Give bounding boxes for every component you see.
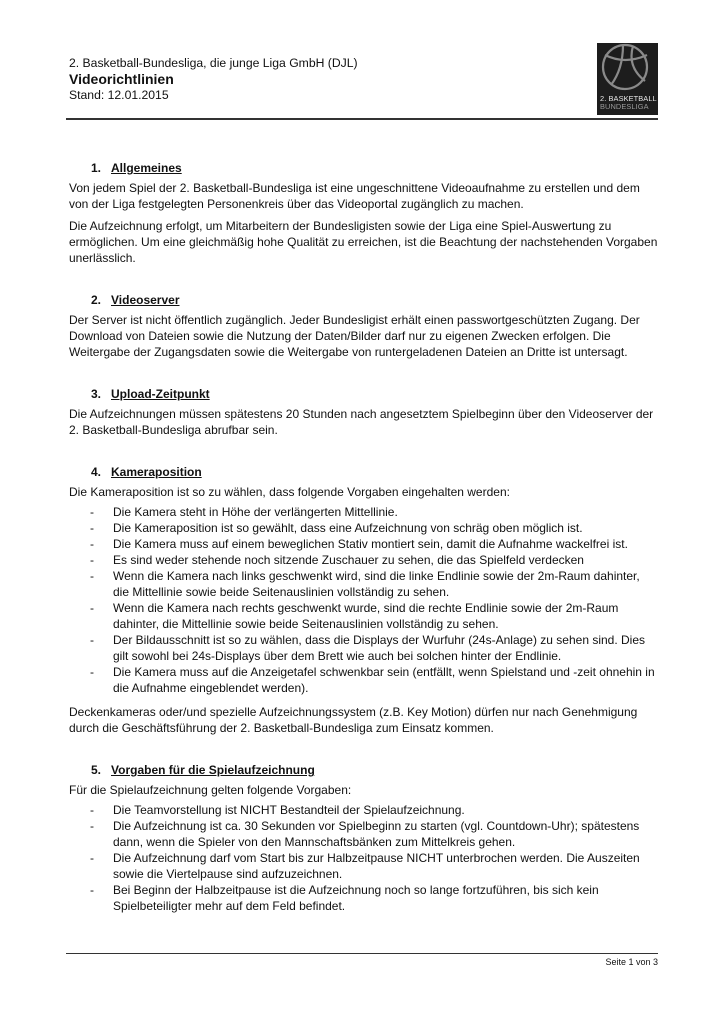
list-item [69,520,658,536]
section-upload-zeitpunkt [69,386,658,438]
list-item-text: Die Kameraposition ist so gewählt, dass eine Aufzeichnung von schräg oben möglich ist. [113,521,583,535]
section-kameraposition [69,464,658,736]
list-item [69,568,658,600]
list-item [69,850,658,882]
list-item [69,536,658,552]
paragraph: Der Server ist nicht öffentlich zugänglich. Jeder Bundesligist erhält einen passwortgeschützten Zugang. Der Download von Dateien sowie die Nutzung der Daten/Bilder darf nur zu eigenen Zwecken erfolgen. Die Weitergabe der Zugangsdaten sowie die Weitergabe von runtergeladenen Dateien an Dritte ist untersagt. [69,313,640,359]
list-item-text: Die Aufzeichnung darf vom Start bis zur Halbzeitpause NICHT unterbrochen werden. Die Auszeiten sowie die Viertelpause sind aufzuzeichnen. [113,851,640,881]
document-body [69,160,658,922]
list-item-text: Die Teamvorstellung ist NICHT Bestandteil der Spielaufzeichnung. [113,803,465,817]
section-title: Videoserver [111,293,180,307]
list-item-text: Die Kamera muss auf einem beweglichen Stativ montiert sein, damit die Aufnahme wackelfrei ist. [113,537,628,551]
section-videoserver [69,292,658,360]
list-item [69,600,658,632]
section-title: Allgemeines [111,161,182,175]
section-number: 3. [91,387,102,401]
list-item-text: Die Aufzeichnung ist ca. 30 Sekunden vor Spielbeginn zu starten (vgl. Countdown-Uhr); spätestens dann, wenn die Spieler von den Mannschaftsbänken zum Mittelkreis gehen. [113,819,640,849]
paragraph: Die Aufzeichnung erfolgt, um Mitarbeitern der Bundesligisten sowie der Liga eine Spiel-Auswertung zu ermöglichen. Um eine gleichmäßig hohe Qualität zu erreichen, ist die Beachtung der nachstehenden Vorgaben unerlässlich. [69,219,658,265]
paragraph: Von jedem Spiel der 2. Basketball-Bundesliga ist eine ungeschnittene Videoaufnahme zu erstellen und dem von der Liga festgelegten Personenkreis über das Videoportal zugänglich zu machen. [69,181,640,211]
section-heading [91,762,658,778]
paragraph: Die Kameraposition ist so zu wählen, dass folgende Vorgaben eingehalten werden: [69,485,510,499]
list-item [69,664,658,696]
section-title: Vorgaben für die Spielaufzeichnung [111,763,315,777]
list-dash: - [90,537,94,551]
section-number: 1. [91,161,102,175]
list-item-text: Wenn die Kamera nach rechts geschwenkt wurde, sind die rechte Endlinie sowie der 2m-Raum dahinter, die Mittellinie sowie beide Seitenauslinien vollständig zu sehen. [113,601,619,631]
list-dash: - [90,521,94,535]
list-dash: - [90,665,94,679]
list-dash: - [90,569,94,583]
section-heading [91,464,658,480]
section-title: Kameraposition [111,465,202,479]
basketball-icon [597,43,658,95]
requirements-list [69,504,658,696]
list-item-text: Der Bildausschnitt ist so zu wählen, dass die Displays der Wurfuhr (24s-Anlage) zu sehen sind. Dies gilt sowohl bei 24s-Displays über dem Brett wie auch bei solchen hinter der Endlinie. [113,633,646,663]
list-item-text: Wenn die Kamera nach links geschwenkt wird, sind die linke Endlinie sowie der 2m-Raum dahinter, die Mittellinie sowie beide Seitenauslinien vollständig zu sehen. [113,569,640,599]
document-date: Stand: 12.01.2015 [69,88,169,102]
section-spielaufzeichnung [69,762,658,914]
section-heading [91,386,658,402]
header-divider [66,118,658,120]
list-item-text: Es sind weder stehende noch sitzende Zuschauer zu sehen, die das Spielfeld verdecken [113,553,584,567]
logo-text-line2: BUNDESLIGA [600,102,649,111]
list-dash: - [90,883,94,897]
list-dash: - [90,633,94,647]
requirements-list [69,802,658,914]
page-number: Seite 1 von 3 [605,957,658,967]
document-header [69,56,659,103]
list-item [69,632,658,664]
list-dash: - [90,505,94,519]
section-heading [91,160,658,176]
document-title: Videorichtlinien [69,71,174,87]
section-heading [91,292,658,308]
list-dash: - [90,601,94,615]
section-number: 2. [91,293,102,307]
list-dash: - [90,803,94,817]
list-dash: - [90,851,94,865]
logo-text-line1: 2. BASKETBALL [600,94,657,103]
list-item [69,504,658,520]
paragraph: Deckenkameras oder/und spezielle Aufzeichnungssystem (z.B. Key Motion) dürfen nur nach Genehmigung durch die Geschäftsführung der 2. Basketball-Bundesliga zum Einsatz kommen. [69,705,638,735]
list-item [69,882,658,914]
list-item-text: Bei Beginn der Halbzeitpause ist die Aufzeichnung noch so lange fortzuführen, bis sich kein Spielbeteiligter mehr auf dem Feld befindet. [113,883,599,913]
list-item-text: Die Kamera steht in Höhe der verlängerten Mittellinie. [113,505,398,519]
paragraph: Die Aufzeichnungen müssen spätestens 20 Stunden nach angesetztem Spielbeginn über den Videoserver der 2. Basketball-Bundesliga abrufbar sein. [69,407,654,437]
list-dash: - [90,553,94,567]
organization-name: 2. Basketball-Bundesliga, die junge Liga GmbH (DJL) [69,56,358,70]
paragraph: Für die Spielaufzeichnung gelten folgende Vorgaben: [69,783,352,797]
league-logo [597,43,658,115]
list-item [69,802,658,818]
footer-divider [66,953,658,954]
section-number: 5. [91,763,102,777]
section-number: 4. [91,465,102,479]
section-allgemeines [69,160,658,266]
section-title: Upload-Zeitpunkt [111,387,210,401]
list-dash: - [90,819,94,833]
list-item [69,818,658,850]
list-item-text: Die Kamera muss auf die Anzeigetafel schwenkbar sein (entfällt, wenn Spielstand und -zeit ohnehin in die Aufnahme eingeblendet werden). [113,665,655,695]
list-item [69,552,658,568]
